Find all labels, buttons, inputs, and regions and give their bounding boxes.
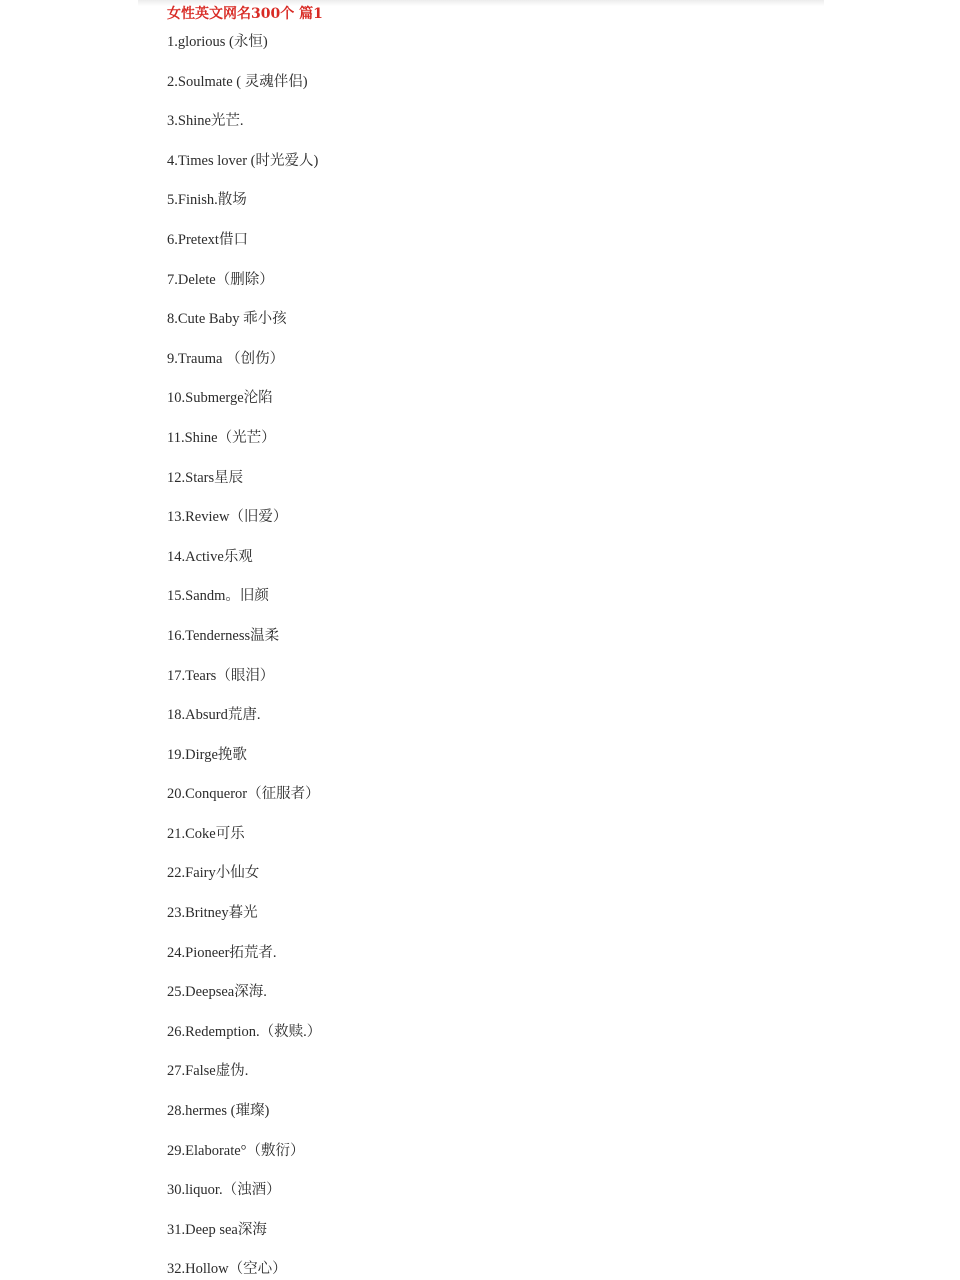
list-item: 2.Soulmate ( 灵魂伴侣) — [167, 73, 308, 90]
name-list — [167, 32, 321, 1280]
list-item: 9.Trauma （创伤） — [167, 350, 285, 367]
list-item: 3.Shine光芒. — [167, 113, 244, 130]
list-item: 19.Dirge挽歌 — [167, 746, 247, 763]
list-item: 18.Absurd荒唐. — [167, 707, 261, 724]
list-item: 24.Pioneer拓荒者. — [167, 944, 277, 961]
list-item: 17.Tears（眼泪） — [167, 667, 275, 684]
list-item: 31.Deep sea深海 — [167, 1221, 267, 1238]
list-item: 1.glorious (永恒) — [167, 34, 268, 50]
list-item: 11.Shine（光芒） — [167, 429, 276, 446]
list-item: 29.Elaborate°（敷衍） — [167, 1142, 305, 1159]
list-item: 26.Redemption.（救赎.） — [167, 1023, 322, 1040]
list-item: 16.Tenderness温柔 — [167, 627, 280, 644]
list-item: 8.Cute Baby 乖小孩 — [167, 311, 287, 328]
list-item: 20.Conqueror（征服者） — [167, 786, 320, 803]
list-item: 13.Review（旧爱） — [167, 509, 288, 526]
list-item: 7.Delete（删除） — [167, 271, 274, 288]
list-item: 32.Hollow（空心） — [167, 1261, 287, 1278]
list-item: 10.Submerge沦陷 — [167, 390, 273, 407]
document-title: 女性英文网名300个 篇1 — [167, 6, 323, 22]
list-item: 22.Fairy小仙女 — [167, 865, 260, 882]
list-item: 14.Active乐观 — [167, 548, 253, 565]
list-item: 15.Sandm。旧颜 — [167, 588, 269, 605]
list-item: 5.Finish.散场 — [167, 192, 247, 209]
list-item: 25.Deepsea深海. — [167, 984, 267, 1001]
list-item: 28.hermes (璀璨) — [167, 1103, 270, 1120]
list-item: 30.liquor.（浊酒） — [167, 1182, 281, 1199]
list-item: 12.Stars星辰 — [167, 469, 244, 486]
list-item: 21.Coke可乐 — [167, 825, 245, 842]
list-item: 27.False虚伪. — [167, 1063, 249, 1080]
list-item: 6.Pretext借口 — [167, 231, 248, 248]
list-item: 4.Times lover (时光爱人) — [167, 152, 319, 169]
list-item: 23.Britney暮光 — [167, 905, 258, 922]
